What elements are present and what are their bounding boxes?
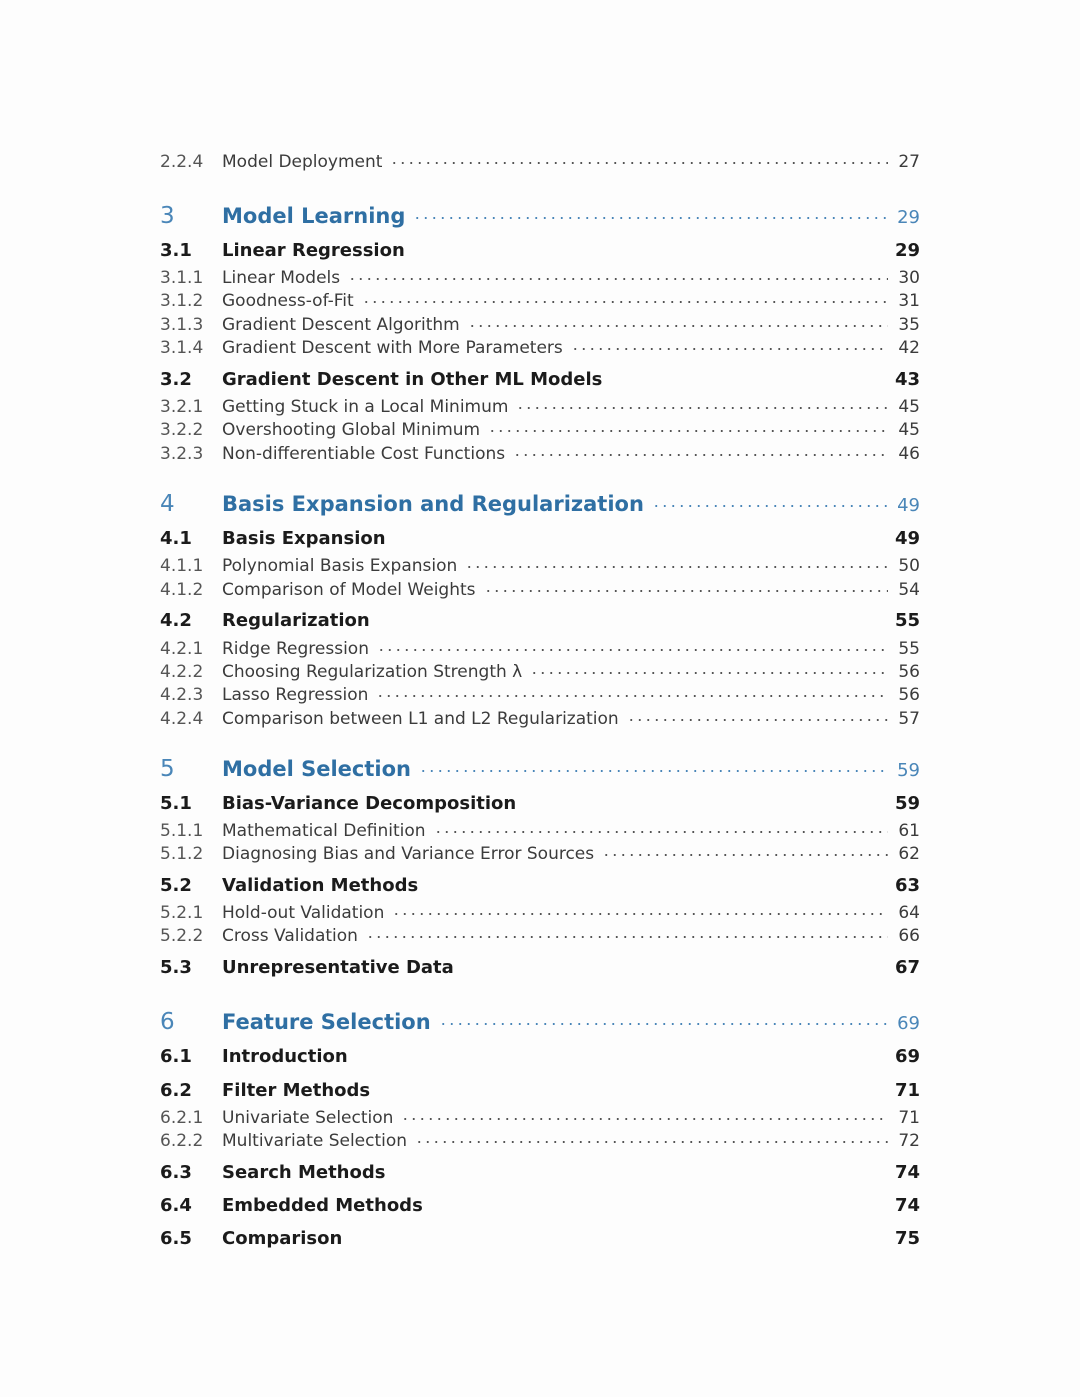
dot-leader	[602, 844, 888, 861]
entry-number: 3	[160, 203, 175, 229]
dot-leader	[390, 152, 888, 169]
entry-page-number: 27	[898, 152, 920, 172]
entry-page-number: 64	[898, 903, 920, 923]
entry-number: 4.2.2	[160, 662, 204, 682]
dot-leader	[513, 444, 888, 461]
entry-title: Introduction	[222, 1046, 348, 1067]
toc-subsection-entry[interactable]	[160, 313, 920, 335]
entry-page-number: 74	[894, 1162, 920, 1183]
entry-number: 6.5	[160, 1228, 192, 1249]
toc-section-entry[interactable]	[160, 1046, 920, 1067]
entry-title: Polynomial Basis Expansion	[222, 556, 458, 576]
entry-page-number: 31	[898, 291, 920, 311]
entry-page-number: 49	[894, 528, 920, 549]
entry-page-number: 42	[898, 338, 920, 358]
entry-title: Mathematical Definition	[222, 821, 426, 841]
toc-chapter-entry[interactable]	[160, 202, 920, 229]
entry-number: 6.2.1	[160, 1108, 204, 1128]
entry-page-number: 54	[898, 580, 920, 600]
entry-page-number: 56	[898, 662, 920, 682]
entry-title: Basis Expansion	[222, 528, 386, 549]
entry-number: 5.3	[160, 957, 192, 978]
entry-title: Lasso Regression	[222, 685, 369, 705]
entry-number: 3.2	[160, 369, 192, 390]
toc-subsection-entry[interactable]	[160, 1129, 920, 1151]
entry-page-number: 69	[897, 1013, 920, 1034]
dot-leader	[484, 580, 888, 597]
entry-page-number: 50	[898, 556, 920, 576]
entry-number: 4.1.2	[160, 580, 204, 600]
entry-page-number: 59	[897, 760, 920, 781]
entry-title: Goodness-of-Fit	[222, 291, 354, 311]
entry-title: Feature Selection	[222, 1010, 431, 1034]
toc-subsection-entry[interactable]	[160, 578, 920, 600]
entry-page-number: 43	[894, 369, 920, 390]
entry-page-number: 75	[894, 1228, 920, 1249]
dot-leader	[434, 821, 888, 838]
toc-section-entry[interactable]	[160, 1228, 920, 1249]
dot-leader	[366, 926, 888, 943]
entry-page-number: 49	[897, 495, 920, 516]
toc-subsection-entry[interactable]	[160, 842, 920, 864]
toc-subsection-entry[interactable]	[160, 266, 920, 288]
entry-title: Choosing Regularization Strength λ	[222, 662, 523, 682]
entry-number: 4.2.4	[160, 709, 204, 729]
entry-page-number: 29	[897, 207, 920, 228]
toc-subsection-entry[interactable]	[160, 418, 920, 440]
toc-subsection-entry[interactable]	[160, 395, 920, 417]
entry-page-number: 56	[898, 685, 920, 705]
entry-number: 2.2.4	[160, 152, 204, 172]
toc-section-entry[interactable]	[160, 875, 920, 896]
toc-subsection-entry[interactable]	[160, 660, 920, 682]
entry-title: Validation Methods	[222, 875, 419, 896]
toc-subsection-entry[interactable]	[160, 150, 920, 172]
dot-leader	[439, 1010, 887, 1031]
entry-number: 4	[160, 491, 175, 517]
entry-number: 5.1	[160, 793, 192, 814]
entry-page-number: 71	[894, 1080, 920, 1101]
toc-subsection-entry[interactable]	[160, 336, 920, 358]
entry-number: 5.2.1	[160, 903, 204, 923]
entry-title: Ridge Regression	[222, 639, 369, 659]
toc-chapter-entry[interactable]	[160, 490, 920, 517]
entry-number: 5.2.2	[160, 926, 204, 946]
entry-title: Embedded Methods	[222, 1195, 423, 1216]
entry-number: 3.1.4	[160, 338, 204, 358]
entry-title: Hold-out Validation	[222, 903, 385, 923]
entry-page-number: 55	[894, 610, 920, 631]
entry-title: Gradient Descent Algorithm	[222, 315, 460, 335]
toc-subsection-entry[interactable]	[160, 924, 920, 946]
entry-title: Filter Methods	[222, 1080, 371, 1101]
entry-title: Getting Stuck in a Local Minimum	[222, 397, 509, 417]
toc-section-entry[interactable]	[160, 610, 920, 631]
toc-subsection-entry[interactable]	[160, 1106, 920, 1128]
dot-leader	[362, 291, 888, 308]
entry-title: Non-differentiable Cost Functions	[222, 444, 506, 464]
dot-leader	[376, 685, 888, 702]
toc-subsection-entry[interactable]	[160, 707, 920, 729]
entry-page-number: 71	[898, 1108, 920, 1128]
toc-section-entry[interactable]	[160, 1162, 920, 1183]
entry-number: 6.3	[160, 1162, 192, 1183]
entry-number: 4.1.1	[160, 556, 204, 576]
toc-subsection-entry[interactable]	[160, 901, 920, 923]
entry-page-number: 45	[898, 397, 920, 417]
entry-title: Linear Models	[222, 268, 341, 288]
entry-page-number: 61	[898, 821, 920, 841]
entry-title: Basis Expansion and Regularization	[222, 492, 644, 516]
dot-leader	[488, 420, 888, 437]
dot-leader	[413, 204, 887, 225]
entry-number: 4.2	[160, 610, 192, 631]
entry-title: Regularization	[222, 610, 370, 631]
entry-number: 3.2.3	[160, 444, 204, 464]
entry-title: Model Deployment	[222, 152, 383, 172]
entry-number: 3.2.2	[160, 420, 204, 440]
dot-leader	[465, 556, 888, 573]
entry-page-number: 69	[894, 1046, 920, 1067]
toc-subsection-entry[interactable]	[160, 554, 920, 576]
entry-page-number: 59	[894, 793, 920, 814]
dot-leader	[401, 1108, 888, 1125]
entry-title: Cross Validation	[222, 926, 358, 946]
entry-title: Overshooting Global Minimum	[222, 420, 481, 440]
entry-page-number: 35	[898, 315, 920, 335]
entry-title: Search Methods	[222, 1162, 386, 1183]
toc-subsection-entry[interactable]	[160, 819, 920, 841]
toc-section-entry[interactable]	[160, 528, 920, 549]
entry-number: 4.1	[160, 528, 192, 549]
entry-page-number: 66	[898, 926, 920, 946]
entry-number: 5.1.2	[160, 844, 204, 864]
toc-section-entry[interactable]	[160, 1195, 920, 1216]
entry-number: 6.2.2	[160, 1131, 204, 1151]
toc-section-entry[interactable]	[160, 240, 920, 261]
entry-number: 4.2.3	[160, 685, 204, 705]
entry-number: 3.2.1	[160, 397, 204, 417]
entry-page-number: 67	[894, 957, 920, 978]
dot-leader	[468, 315, 888, 332]
toc-subsection-entry[interactable]	[160, 442, 920, 464]
entry-page-number: 30	[898, 268, 920, 288]
entry-title: Diagnosing Bias and Variance Error Sources	[222, 844, 595, 864]
entry-number: 6.1	[160, 1046, 192, 1067]
entry-title: Multivariate Selection	[222, 1131, 408, 1151]
dot-leader	[530, 662, 888, 679]
entry-page-number: 29	[894, 240, 920, 261]
entry-number: 4.2.1	[160, 639, 204, 659]
entry-number: 6.2	[160, 1080, 192, 1101]
entry-page-number: 46	[898, 444, 920, 464]
dot-leader	[419, 757, 887, 778]
entry-number: 3.1	[160, 240, 192, 261]
dot-leader	[377, 639, 888, 656]
entry-page-number: 62	[898, 844, 920, 864]
toc-section-entry[interactable]	[160, 1080, 920, 1101]
dot-leader	[348, 268, 888, 285]
entry-number: 5	[160, 756, 175, 782]
toc-subsection-entry[interactable]	[160, 289, 920, 311]
entry-number: 6.4	[160, 1195, 192, 1216]
entry-number: 5.2	[160, 875, 192, 896]
entry-title: Comparison of Model Weights	[222, 580, 476, 600]
entry-page-number: 57	[898, 709, 920, 729]
dot-leader	[627, 709, 888, 726]
dot-leader	[571, 338, 888, 355]
entry-page-number: 45	[898, 420, 920, 440]
entry-page-number: 74	[894, 1195, 920, 1216]
dot-leader	[516, 397, 888, 414]
toc-chapter-entry[interactable]	[160, 755, 920, 782]
entry-title: Gradient Descent with More Parameters	[222, 338, 563, 358]
entry-title: Gradient Descent in Other ML Models	[222, 369, 603, 390]
entry-number: 3.1.2	[160, 291, 204, 311]
toc-subsection-entry[interactable]	[160, 683, 920, 705]
dot-leader	[415, 1131, 888, 1148]
entry-title: Comparison between L1 and L2 Regularization	[222, 709, 619, 729]
entry-number: 6	[160, 1009, 175, 1035]
entry-page-number: 55	[898, 639, 920, 659]
toc-section-entry[interactable]	[160, 369, 920, 390]
toc-section-entry[interactable]	[160, 957, 920, 978]
entry-page-number: 72	[898, 1131, 920, 1151]
entry-title: Comparison	[222, 1228, 343, 1249]
entry-title: Model Learning	[222, 204, 406, 228]
toc-section-entry[interactable]	[160, 793, 920, 814]
toc-subsection-entry[interactable]	[160, 637, 920, 659]
entry-number: 3.1.3	[160, 315, 204, 335]
entry-page-number: 63	[894, 875, 920, 896]
dot-leader	[652, 492, 887, 513]
entry-title: Linear Regression	[222, 240, 405, 261]
entry-title: Unrepresentative Data	[222, 957, 454, 978]
entry-number: 3.1.1	[160, 268, 204, 288]
entry-title: Bias-Variance Decomposition	[222, 793, 517, 814]
entry-title: Model Selection	[222, 757, 411, 781]
dot-leader	[392, 903, 888, 920]
toc-chapter-entry[interactable]	[160, 1008, 920, 1035]
entry-title: Univariate Selection	[222, 1108, 394, 1128]
entry-number: 5.1.1	[160, 821, 204, 841]
